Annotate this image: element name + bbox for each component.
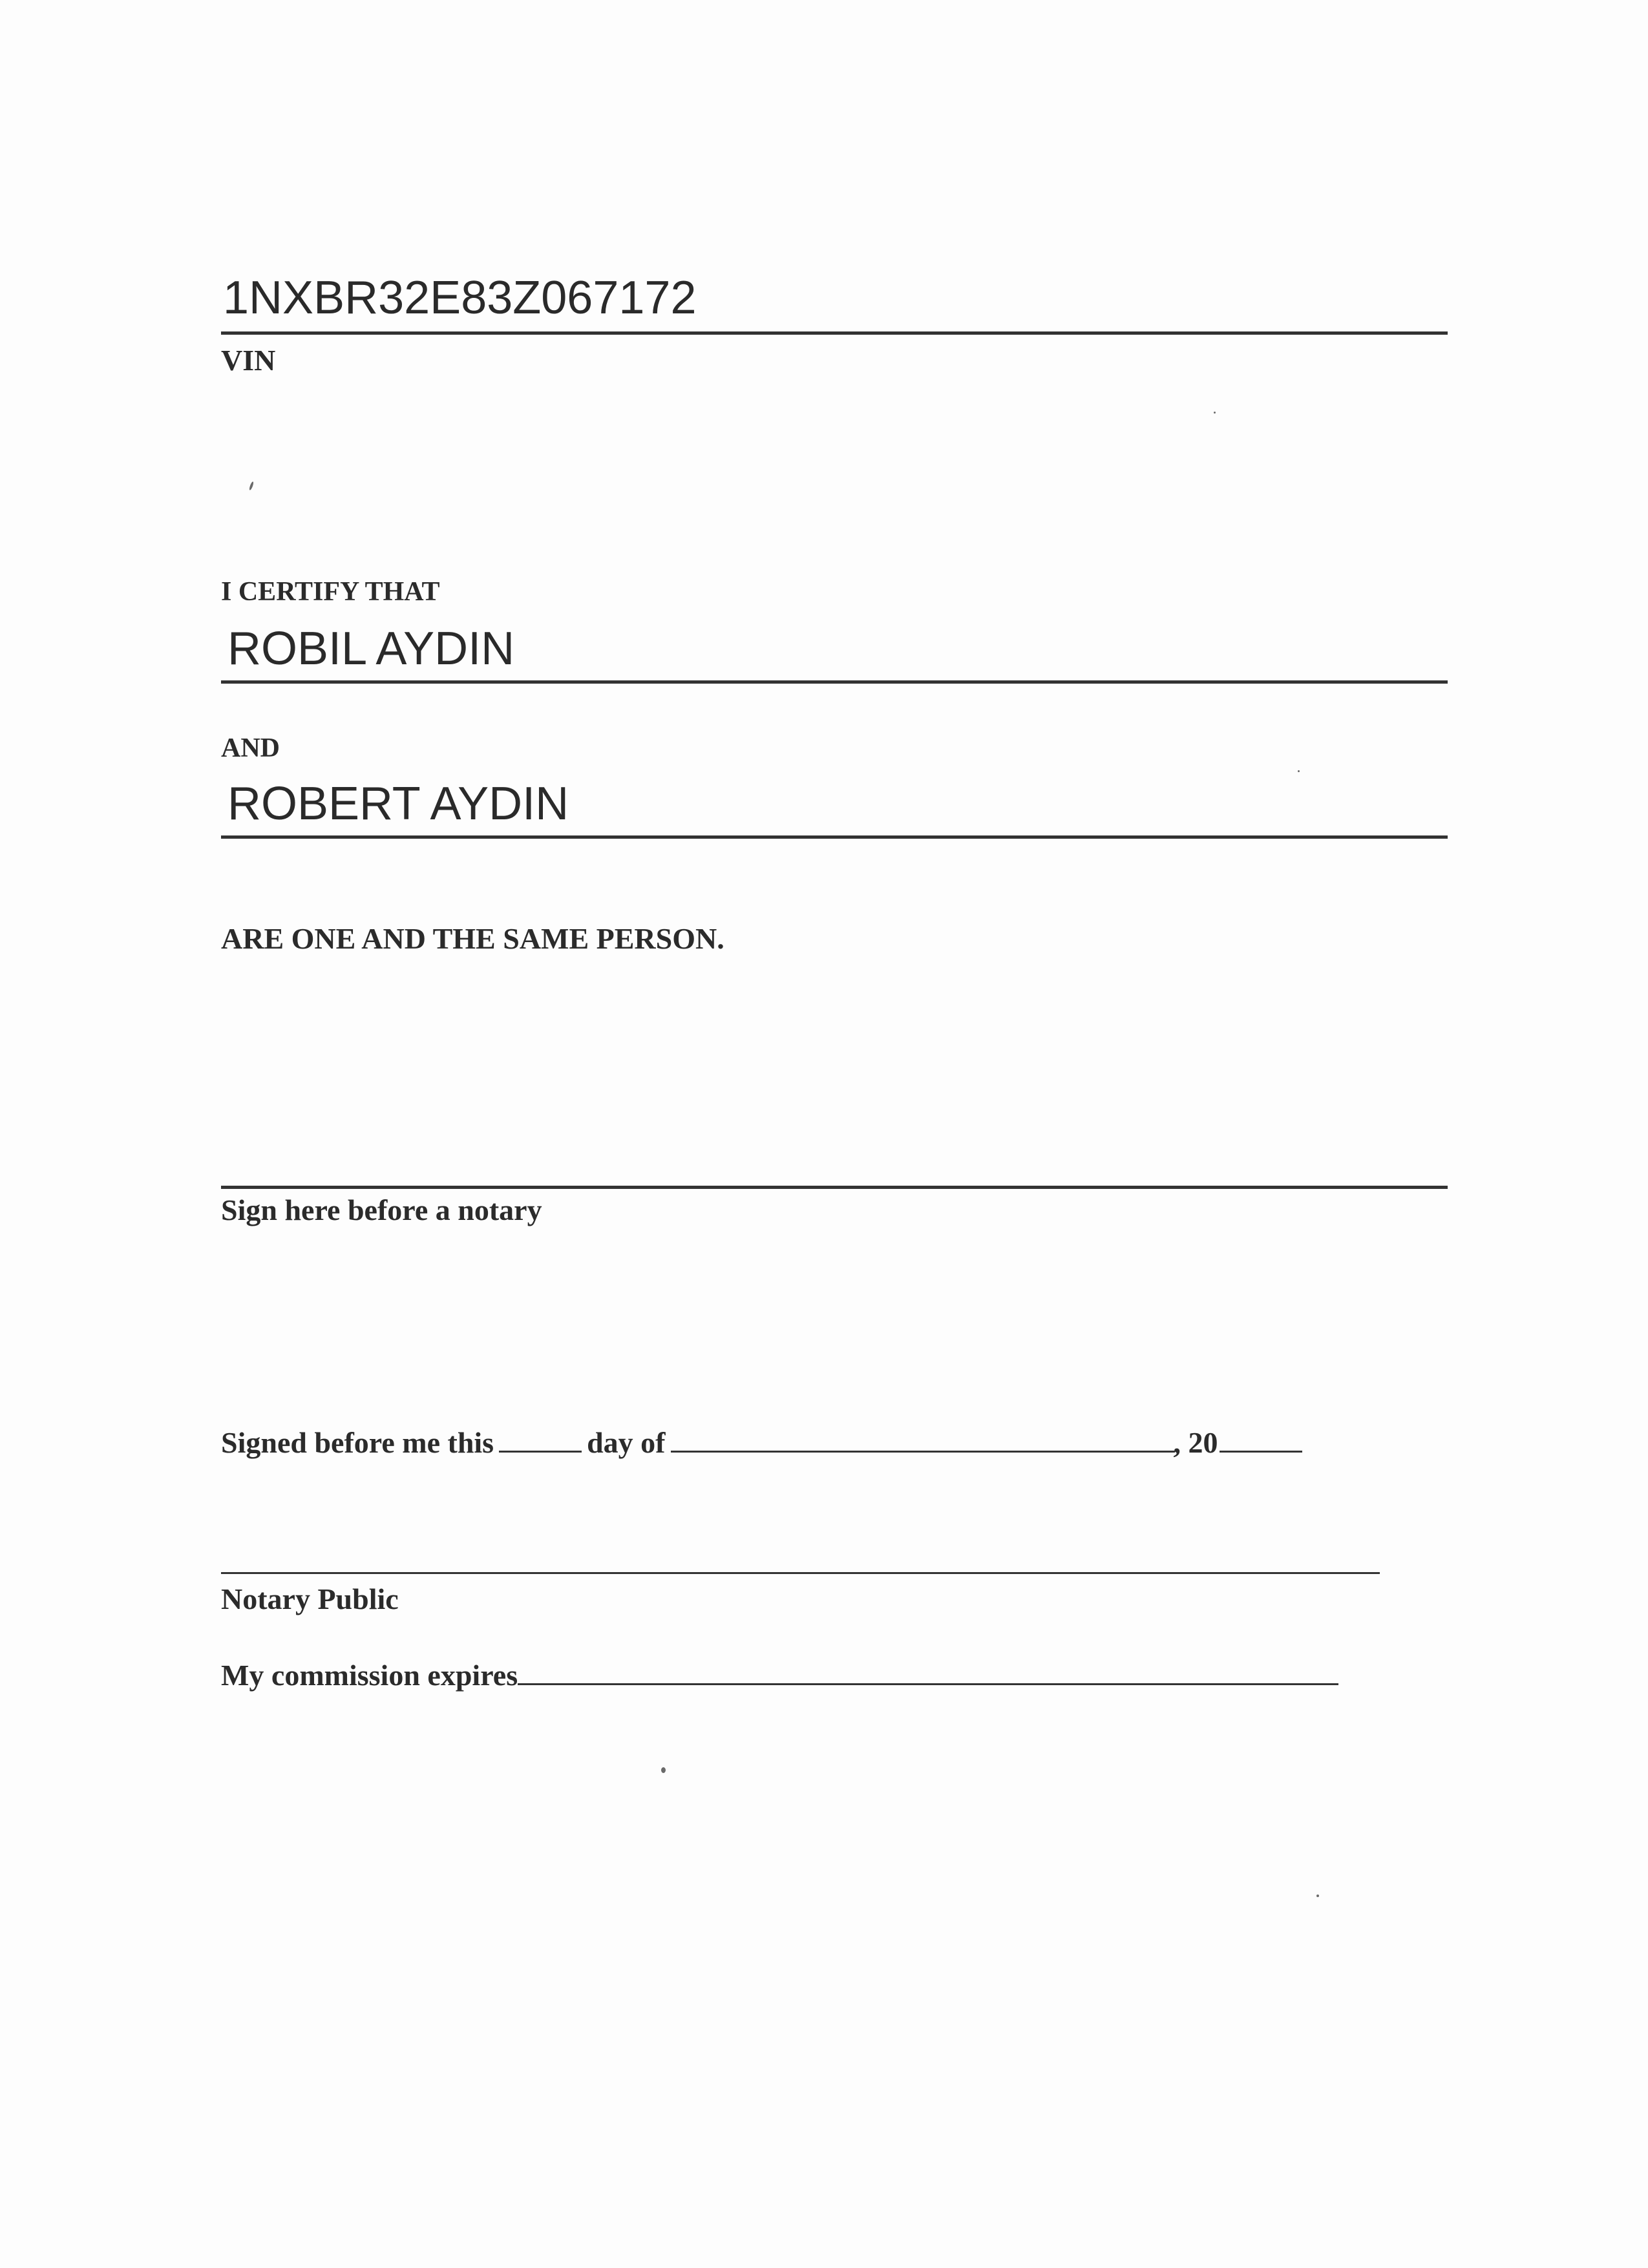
scan-speck — [1298, 770, 1300, 772]
signature-label: Sign here before a notary — [221, 1193, 542, 1226]
commission-expires-label: My commission expires — [221, 1659, 518, 1692]
name-two-underline — [221, 835, 1448, 839]
scan-speck — [1316, 1895, 1319, 1897]
same-person-statement: ARE ONE AND THE SAME PERSON. — [221, 922, 724, 955]
certify-label: I CERTIFY THAT — [221, 577, 440, 607]
commission-expires-line — [221, 1661, 1344, 1690]
and-label: AND — [221, 733, 280, 763]
notary-signature-line[interactable] — [221, 1572, 1380, 1574]
vin-label: VIN — [221, 344, 276, 377]
vin-underline — [221, 331, 1448, 335]
month-blank[interactable] — [671, 1429, 1175, 1453]
commission-expires-blank[interactable] — [518, 1661, 1338, 1685]
notary-date-line — [221, 1428, 1307, 1458]
name-two-value: ROBERT AYDIN — [227, 778, 569, 830]
name-one-underline — [221, 680, 1448, 684]
scan-speck — [249, 481, 255, 491]
signed-before-prefix: Signed before me this — [221, 1426, 494, 1459]
name-one-value: ROBIL AYDIN — [227, 623, 515, 675]
year-blank[interactable] — [1220, 1429, 1302, 1453]
scan-speck — [661, 1767, 666, 1773]
day-of-label: day of — [587, 1426, 666, 1459]
vin-value: 1NXBR32E83Z067172 — [223, 272, 697, 324]
signature-line[interactable] — [221, 1186, 1448, 1189]
year-prefix: , 20 — [1173, 1426, 1218, 1459]
day-blank[interactable] — [499, 1429, 582, 1453]
notary-public-label: Notary Public — [221, 1582, 399, 1615]
scan-speck — [1214, 412, 1216, 414]
